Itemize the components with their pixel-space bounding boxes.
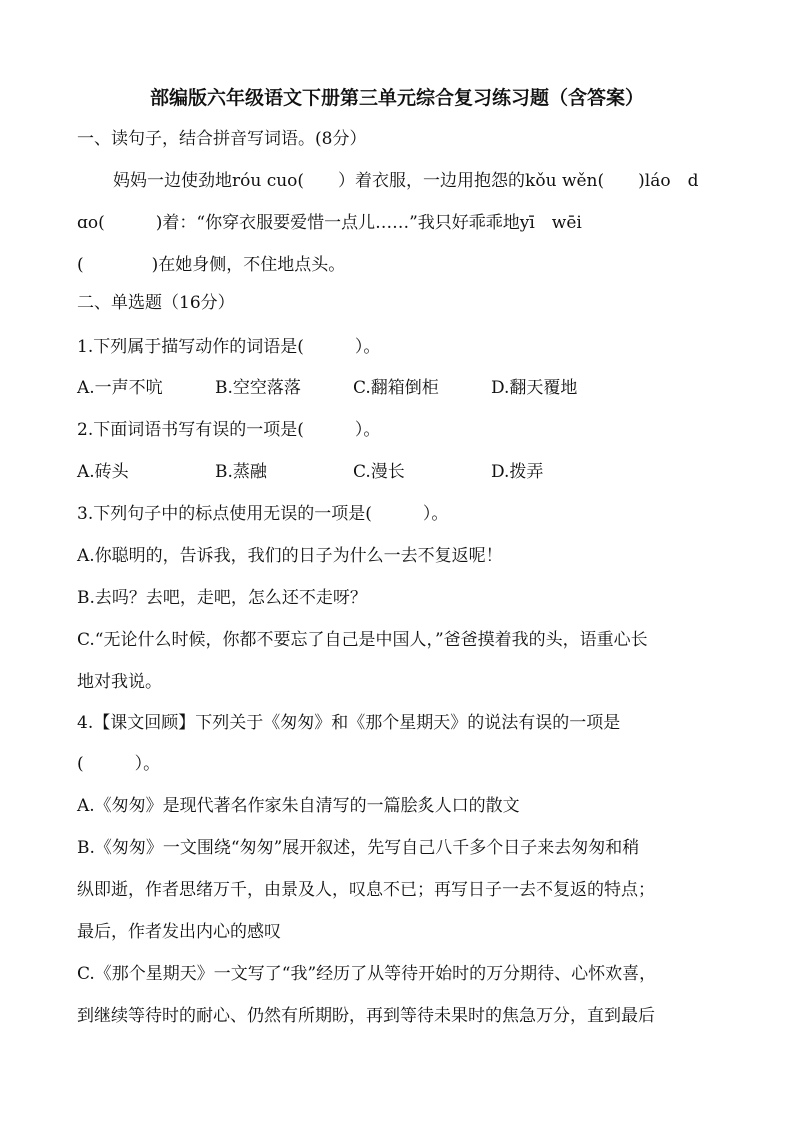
q3-option-a: A.你聪明的，告诉我，我们的日子为什么一去不复返呢！ — [77, 546, 503, 566]
q1-option-d: D.翻天覆地 — [491, 378, 578, 398]
q3-option-c-cont: 地对我说。 — [77, 672, 162, 692]
q1-options — [77, 377, 727, 399]
section1-line-3: ( )在她身侧，不住地点头。 — [77, 255, 346, 275]
q2-option-c: C.漫长 — [353, 462, 405, 482]
q4-stem-cont: ( ）。 — [77, 754, 161, 774]
section2-heading: 二、单选题（16分） — [77, 293, 235, 313]
section1-line-2: ɑo( )着：“你穿衣服要爱惜一点儿……”我只好乖乖地yī wēi — [77, 213, 582, 233]
section1-line-1: 妈妈一边使劲地róu cuo( ）着衣服，一边用抱怨的kǒu wěn( )láo d — [113, 171, 699, 191]
q2-option-a: A.砖头 — [77, 462, 129, 482]
q2-options — [77, 461, 727, 483]
section1-heading: 一、读句子，结合拼音写词语。(8分） — [77, 129, 367, 149]
q1-option-a: A.一声不吭 — [77, 378, 163, 398]
q4-option-b: B.《匆匆》一文围绕“匆匆”展开叙述，先写自己八千多个日子来去匆匆和稍 — [77, 838, 640, 858]
q3-option-b: B.去吗？去吧，走吧，怎么还不走呀？ — [77, 588, 367, 608]
q2-option-d: D.拨弄 — [491, 462, 544, 482]
q2-stem: 2.下面词语书写有误的一项是( ）。 — [77, 420, 381, 440]
q3-option-c: C.“无论什么时候，你都不要忘了自己是中国人，”爸爸摸着我的头，语重心长 — [77, 630, 648, 650]
q1-stem: 1.下列属于描写动作的词语是( ）。 — [77, 337, 381, 357]
page-title: 部编版六年级语文下册第三单元综合复习练习题（含答案） — [149, 87, 644, 109]
q4-option-b-cont-2: 最后，作者发出内心的感叹 — [77, 922, 281, 942]
q4-stem: 4.【课文回顾】下列关于《匆匆》和《那个星期天》的说法有误的一项是 — [77, 713, 621, 733]
q4-option-c-cont: 到继续等待时的耐心、仍然有所期盼，再到等待未果时的焦急万分，直到最后 — [77, 1006, 655, 1026]
q4-option-a: A.《匆匆》是现代著名作家朱自清写的一篇脍炙人口的散文 — [77, 796, 520, 816]
q1-option-c: C.翻箱倒柜 — [353, 378, 439, 398]
q4-option-c: C.《那个星期天》一文写了“我”经历了从等待开始时的万分期待、心怀欢喜， — [77, 964, 657, 984]
q2-option-b: B.蒸融 — [215, 462, 267, 482]
q3-stem: 3.下列句子中的标点使用无误的一项是( ）。 — [77, 504, 449, 524]
q4-option-b-cont-1: 纵即逝，作者思绪万千，由景及人，叹息不已；再写日子一去不复返的特点； — [77, 880, 655, 900]
q1-option-b: B.空空落落 — [215, 378, 301, 398]
